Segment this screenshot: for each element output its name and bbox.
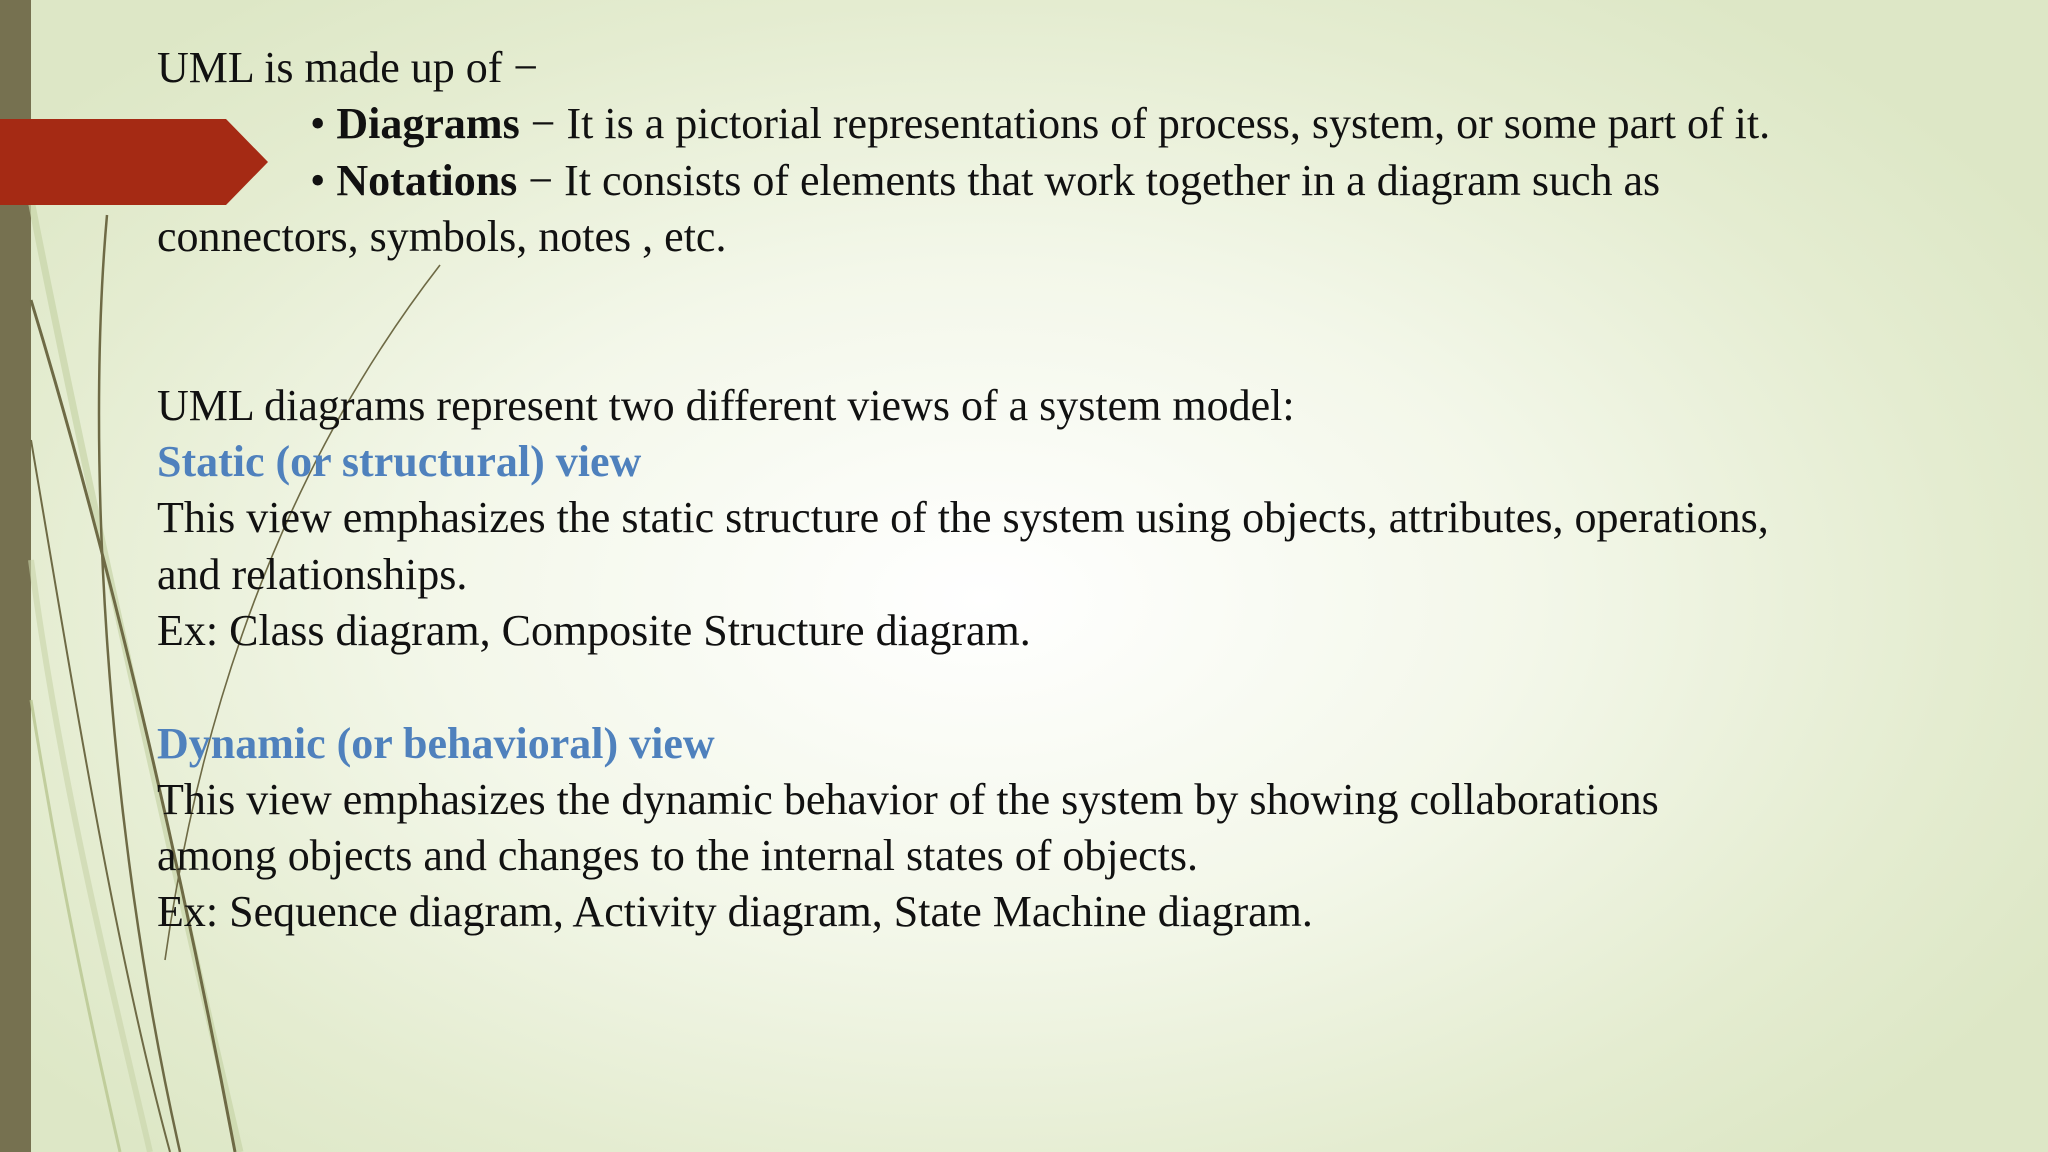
bullet-notations	[157, 153, 1917, 209]
static-view-line: This view emphasizes the static structure of the system using objects, attributes, operations,	[157, 493, 1769, 543]
views-intro-text: UML diagrams represent two different views of a system model:	[157, 380, 1295, 430]
dynamic-view-heading: Dynamic (or behavioral) view	[157, 718, 715, 768]
dynamic-view-example: Ex: Sequence diagram, Activity diagram, State Machine diagram.	[157, 887, 1313, 937]
bullet-text: − It is a pictorial representations of process, system, or some part of it.	[519, 99, 1771, 149]
bullet-diagrams	[157, 96, 1917, 152]
bullet-marker: •	[310, 99, 326, 149]
dynamic-view-line: This view emphasizes the dynamic behavior of the system by showing collaborations	[157, 774, 1659, 824]
static-view-line: and relationships.	[157, 549, 468, 599]
static-view-example: Ex: Class diagram, Composite Structure diagram.	[157, 605, 1031, 655]
bullet-marker: •	[310, 155, 326, 205]
bullet-notations-continuation: connectors, symbols, notes , etc.	[157, 211, 727, 261]
bullet-text: − It consists of elements that work together in a diagram such as	[517, 155, 1661, 205]
intro-text: UML is made up of −	[157, 43, 539, 92]
bullet-term: Diagrams	[336, 99, 520, 149]
slide-content	[157, 40, 1917, 941]
static-view-heading: Static (or structural) view	[157, 437, 642, 487]
bullet-term: Notations	[336, 155, 518, 205]
dynamic-view-line: among objects and changes to the internal states of objects.	[157, 831, 1199, 881]
